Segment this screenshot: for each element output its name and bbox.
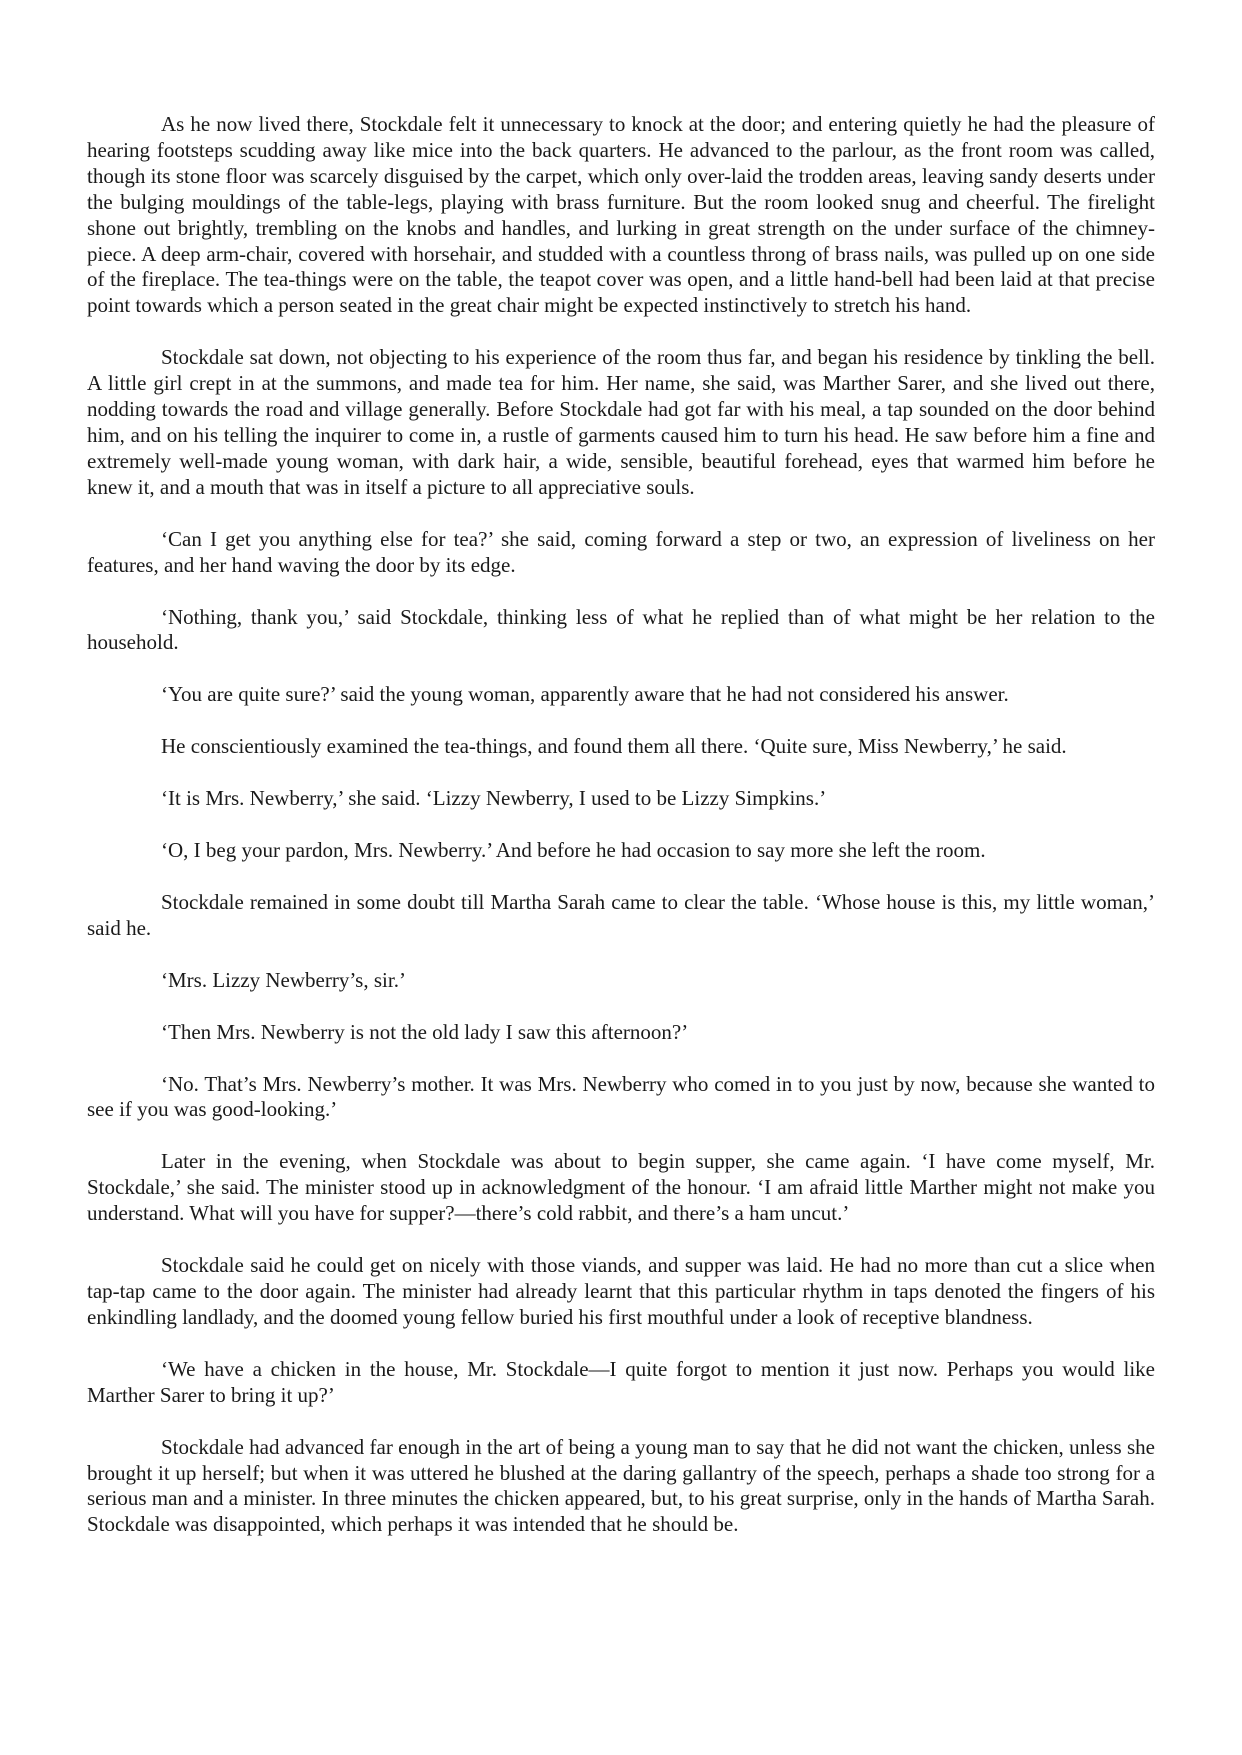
paragraph: He conscientiously examined the tea-things, and found them all there. ‘Quite sure, Miss Newberry,’ he said. <box>161 734 1067 759</box>
document-page <box>87 112 1155 1564</box>
paragraph: Stockdale sat down, not objecting to his experience of the room thus far, and began his residence by tinkling the bell. A little girl crept in at the summons, and made tea for him. Her name, she said, was Marther Sarer, and she lived out there, nodding towards the road and village generally. Before Stockdale had got far with his meal, a tap sounded on the door behind him, and on his telling the inquirer to come in, a rustle of garments caused him to turn his head. He saw before him a fine and extremely well-made young woman, with dark hair, a wide, sensible, beautiful forehead, eyes that warmed him before he knew it, and a mouth that was in itself a picture to all appreciative souls. <box>87 345 1155 499</box>
paragraph: Stockdale remained in some doubt till Martha Sarah came to clear the table. ‘Whose house is this, my little woman,’ said he. <box>87 889 1155 940</box>
paragraph: ‘O, I beg your pardon, Mrs. Newberry.’ And before he had occasion to say more she left the room. <box>161 838 986 863</box>
paragraph: ‘Mrs. Lizzy Newberry’s, sir.’ <box>161 967 406 992</box>
paragraph: ‘Nothing, thank you,’ said Stockdale, thinking less of what he replied than of what might be her relation to the household. <box>87 604 1155 655</box>
paragraph: ‘Then Mrs. Newberry is not the old lady I saw this afternoon?’ <box>161 1019 689 1044</box>
paragraph: ‘It is Mrs. Newberry,’ she said. ‘Lizzy Newberry, I used to be Lizzy Simpkins.’ <box>161 786 827 811</box>
paragraph: ‘No. That’s Mrs. Newberry’s mother. It was Mrs. Newberry who comed in to you just by now, because she wanted to see if you was good-looking.’ <box>87 1071 1155 1122</box>
paragraph: Stockdale had advanced far enough in the art of being a young man to say that he did not want the chicken, unless she brought it up herself; but when it was uttered he blushed at the daring gallantry of the speech, perhaps a shade too strong for a serious man and a minister. In three minutes the chicken appeared, but, to his great surprise, only in the hands of Martha Sarah. Stockdale was disappointed, which perhaps it was intended that he should be. <box>87 1434 1155 1537</box>
paragraph: As he now lived there, Stockdale felt it unnecessary to knock at the door; and entering quietly he had the pleasure of hearing footsteps scudding away like mice into the back quarters. He advanced to the parlour, as the front room was called, though its stone floor was scarcely disguised by the carpet, which only over-laid the trodden areas, leaving sandy deserts under the bulging mouldings of the table-legs, playing with brass furniture. But the room looked snug and cheerful. The firelight shone out brightly, trembling on the knobs and handles, and lurking in great strength on the under surface of the chimney-piece. A deep arm-chair, covered with horsehair, and studded with a countless throng of brass nails, was pulled up on one side of the fireplace. The tea-things were on the table, the teapot cover was open, and a little hand-bell had been laid at that precise point towards which a person seated in the great chair might be expected instinctively to stretch his hand. <box>87 112 1155 318</box>
paragraph: ‘Can I get you anything else for tea?’ she said, coming forward a step or two, an expression of liveliness on her features, and her hand waving the door by its edge. <box>87 526 1155 577</box>
paragraph: Stockdale said he could get on nicely with those viands, and supper was laid. He had no more than cut a slice when tap-tap came to the door again. The minister had already learnt that this particular rhythm in taps denoted the fingers of his enkindling landlady, and the doomed young fellow buried his first mouthful under a look of receptive blandness. <box>87 1253 1155 1329</box>
paragraph: Later in the evening, when Stockdale was about to begin supper, she came again. ‘I have come myself, Mr. Stockdale,’ she said. The minister stood up in acknowledgment of the honour. ‘I am afraid little Marther might not make you understand. What will you have for supper?—there’s cold rabbit, and there’s a ham uncut.’ <box>87 1149 1155 1226</box>
paragraph: ‘You are quite sure?’ said the young woman, apparently aware that he had not considered his answer. <box>161 682 1009 707</box>
paragraph: ‘We have a chicken in the house, Mr. Stockdale—I quite forgot to mention it just now. Perhaps you would like Marther Sarer to bring it up?’ <box>87 1356 1155 1407</box>
